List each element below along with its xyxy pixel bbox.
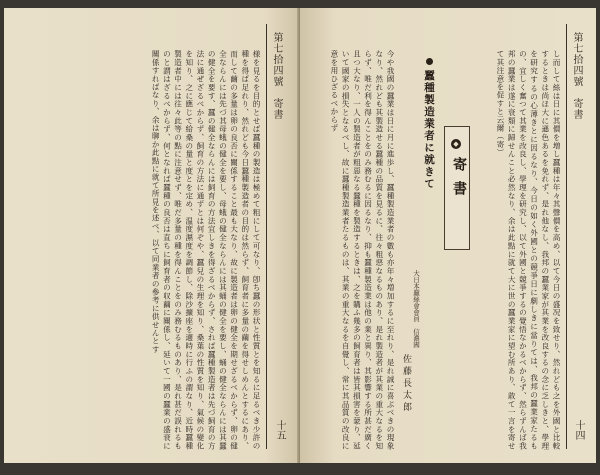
right-page-header: 第七拾四號 寄書 xyxy=(571,32,582,120)
right-page-continued-text: し而して絲は日に其價を増し蠶種は年々其聲價を高め、以て今日の盛况を致せり、然れども之を外國と比較するときは尚ほ大に遜色あるを免れず、是れ他なし、我邦の蠶業家が其業を改良するの念に乏しきと、學理を研究するの心薄きとに因るなり、今日の如く外國との競爭日に劇しきに當りては、我邦の蠶業家たるもの、宜しく奮つて其業を改良し、學理を研究し、以て外國と競爭するの覺悟なかるべからず、然らずんば我邦の蠶業は遂に衰頽に歸せんこと必然なり、余は此點に就て大に世の蠶業家に望む所あり、敢て一言を寄せて其注意を促すと云爾（寄） xyxy=(495,50,561,450)
left-page xyxy=(4,8,300,463)
section-title: 寄書 xyxy=(451,157,467,205)
left-header-rule xyxy=(266,24,267,449)
left-page-header: 第七拾四號 寄書 xyxy=(271,32,282,120)
section-title-box xyxy=(444,126,470,250)
article-author: 佐藤長太郎 xyxy=(401,354,411,414)
left-page-folio: 十五 xyxy=(274,420,285,440)
section-bullet-icon: ◆ xyxy=(451,139,461,149)
right-header-rule xyxy=(566,24,567,449)
article-title: 蠶種製造業者に就きて xyxy=(423,70,435,190)
article-bullet-icon xyxy=(426,58,433,65)
right-page-folio: 十四 xyxy=(573,420,584,440)
article-body: 今や我國の蠶業は日に月に進歩し、蠶種製造業者の數も亦年々増加するに至れり、是れ誠に喜ぶべきの現象なり、然れども其製造せる蠶種の品質を見るに、往々粗惡なるものあり、是れ製造者が其業の重大なるを知らず、唯だ利を得んことをのみ務むるに因るなり、抑も蠶種製造業は他の業と異り、其影響する所甚だ廣く且つ大なり、一人の製造者が粗惡なる蠶種を製造するときは、之を購ふ幾多の飼育者は皆其損害を蒙り、延いて國家の損失となるべし、故に蠶種製造業者たるものは、其業の重大なるを自覺し、常に其品質の改良に意を用ひざるべからず xyxy=(329,50,395,450)
article-byline: 大日本蠶絲會會員 信濃國 xyxy=(412,270,420,348)
right-page xyxy=(300,8,596,463)
left-page-body: 様を見るを目的とせば蠶種の製造は極めて粗にして可なり、卽ち蠶の形状と性質とを知るに足るべき少許の種を得ば足れり、然れども今日蠶種製造者の目的は然らず、飼育者に多量の繭を得せしめんとするにあり、而して繭の多量は卵の良否に關係すること最も大なり、故に製造者は卵の健全を期せざるべからず、卵の健全ならんには先づ其母蛾の健全を要し、母蛾の健全ならんには其蛹の健全を要し、蛹の健全ならんには其蠶の健全を要す、蠶の健全ならんには飼育の方法宜しきを得ざるべからず、されば蠶種製造者は先づ飼育の方法に通ぜざるべからず、飼育の方法に通ずとは何ぞや、蠶兒の生理を知り、桑葉の性質を知り、氣候の變化を知り、之に應じて給桑の量と度とを定め、温度濕度を調節し、除沙擴座を適時に行ふの謂なり、近時蠶種製造者中には往々此等の點に注意せず、唯だ多量の種を得んことをのみ務むるものあり、是れ甚だ誤れるものと謂はざるべからず、何となれば蠶種の良否は直ちに飼育者の収繭に關係し、延いて一國の蠶業の盛衰に關係すればなり、余は聊か此點に就て所見を述べ、以て同業者の參考に供せんとす xyxy=(151,50,261,450)
